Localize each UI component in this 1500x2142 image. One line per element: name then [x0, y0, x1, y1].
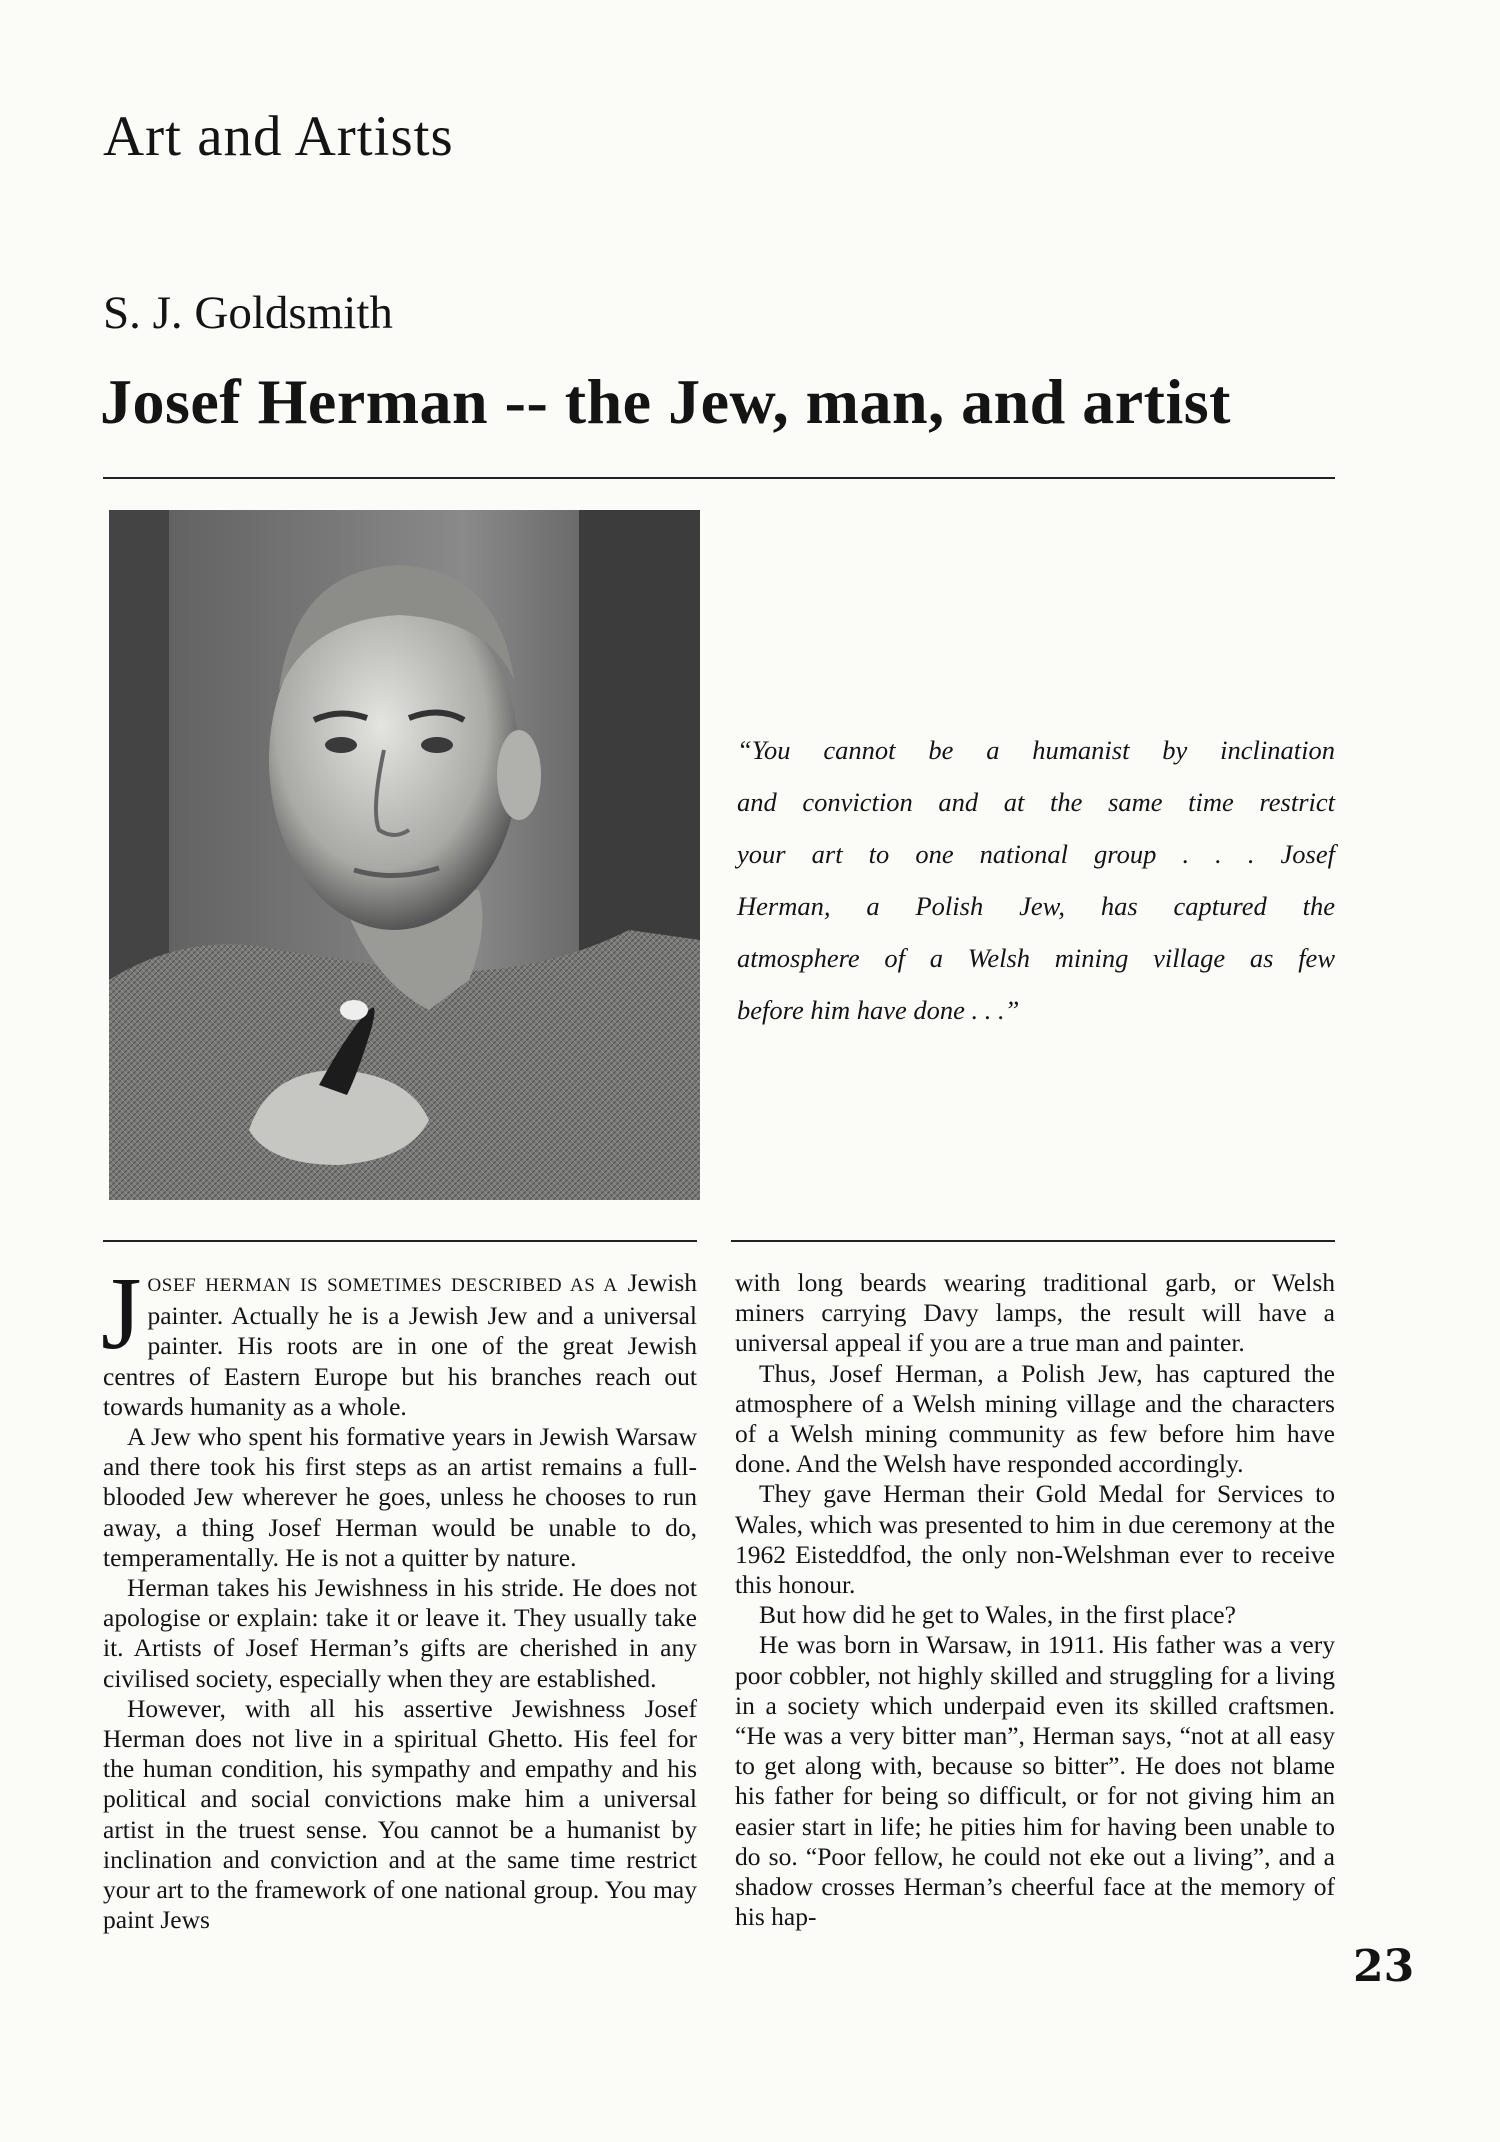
body-paragraph: Herman takes his Jewishness in his stride. He does not apologise or explain: take it or leave it. They usually take it. Artists of Josef Herman’s gifts are cherished in any civilised society, especially when they are established.	[103, 1573, 697, 1693]
pull-quote-line: your art to one national group . . . Josef	[737, 839, 1335, 869]
lead-small-caps: OSEF HERMAN IS SOMETIMES DESCRIBED AS A	[147, 1275, 618, 1296]
pull-quote-line: Herman, a Polish Jew, has captured the	[737, 891, 1335, 921]
left-column-divider	[103, 1240, 697, 1242]
pull-quote-line: and conviction and at the same time restrict	[737, 787, 1335, 817]
portrait-illustration	[109, 510, 700, 1200]
headline-divider	[103, 477, 1335, 479]
author-byline: S. J. Goldsmith	[103, 287, 393, 339]
drop-cap: J	[101, 1256, 142, 1371]
body-column-right	[735, 1268, 1335, 1932]
portrait-photo	[109, 510, 700, 1200]
body-paragraph: A Jew who spent his formative years in Jewish Warsaw and there took his first steps as an artist remains a full-blooded Jew wherever he goes, unless he chooses to run away, a thing Josef Herman would be unable to do, temperamentally. He is not a quitter by nature.	[103, 1422, 697, 1572]
body-paragraph: with long beards wearing traditional garb, or Welsh miners carrying Davy lamps, the result will have a universal appeal if you are a true man and painter.	[735, 1268, 1335, 1358]
body-paragraph: But how did he get to Wales, in the first place?	[759, 1600, 1236, 1630]
pull-quote	[737, 724, 1335, 1036]
body-paragraph: Thus, Josef Herman, a Polish Jew, has captured the atmosphere of a Welsh mining village and the characters of a Welsh mining community as few before him have done. And the Welsh have responded accordingly.	[735, 1358, 1335, 1479]
pull-quote-line: before him have done . . .”	[737, 995, 1020, 1025]
page-number: 23	[1353, 1941, 1415, 1992]
pull-quote-line: atmosphere of a Welsh mining village as few	[737, 943, 1335, 973]
section-title: Art and Artists	[103, 105, 454, 168]
body-paragraph: He was born in Warsaw, in 1911. His father was a very poor cobbler, not highly skilled and struggling for a living in a society which underpaid even its skilled craftsmen. “He was a very bitter man”, Herman says, “not at all easy to get along with, because so bitter”. He does not blame his father for being so difficult, or for not giving him an easier start in life; he pities him for having been unable to do so. “Poor fellow, he could not eke out a living”, and a shadow crosses Herman’s cheerful face at the memory of his hap-	[735, 1630, 1335, 1932]
body-column-left	[101, 1256, 698, 1935]
body-paragraph: However, with all his assertive Jewishness Josef Herman does not live in a spiritual Ghetto. His feel for the human condition, his sympathy and empathy and his political and social convictions make him a universal artist in the truest sense. You cannot be a humanist by inclination and conviction and at the same time restrict your art to the framework of one national group. You may paint Jews	[103, 1693, 697, 1935]
paragraph-text: Jewish painter. Actually he is a Jewish Jew and a universal painter. His roots are in one of the great Jewish centres of Eastern Europe but his branches reach out towards humanity as a whole.	[103, 1268, 698, 1421]
pull-quote-line: “You cannot be a humanist by inclination	[737, 735, 1335, 765]
article-headline: Josef Herman -- the Jew, man, and artist	[100, 366, 1231, 437]
body-paragraph	[101, 1256, 698, 1422]
right-column-divider	[731, 1240, 1335, 1242]
body-paragraph: They gave Herman their Gold Medal for Services to Wales, which was presented to him in due ceremony at the 1962 Eisteddfod, the only non-Welshman ever to receive this honour.	[735, 1479, 1335, 1600]
